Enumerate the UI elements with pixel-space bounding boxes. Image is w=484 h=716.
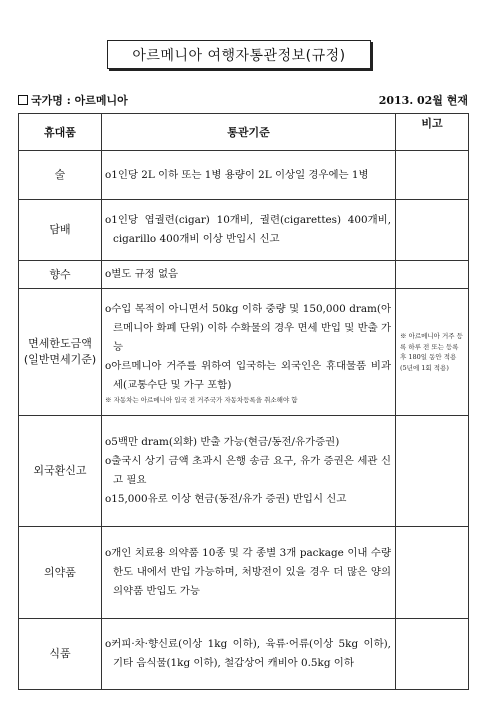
category-cell: 외국환신고 — [19, 416, 102, 527]
rule-item: o아르메니아 거주를 위하여 입국하는 외국인은 휴대물품 비과세(교통수단 및 가구 포함) — [105, 359, 391, 391]
rule-item: o15,000유로 이상 현금(동전/유가 증권) 반입시 신고 — [105, 493, 347, 505]
category-line: (일반면세기준) — [23, 353, 97, 366]
category-cell — [19, 289, 102, 416]
rule-cell — [102, 619, 396, 690]
rule-item: o개인 치료용 의약품 10종 및 각 종별 3개 package 이내 수량 한도 내에서 반입 가능하며, 처방전이 있을 경우 더 많은 양의 의약품 반입도 가능 — [105, 547, 391, 597]
notes-cell — [396, 527, 469, 619]
rule-item: o수입 목적이 아니면서 50kg 이하 중량 및 150,000 dram(아르메니아 화폐 단위) 이하 수화물의 경우 면세 반입 및 반출 가능 — [105, 302, 391, 353]
table-row — [19, 151, 469, 200]
category-cell: 술 — [19, 151, 102, 200]
notes-cell — [396, 200, 469, 261]
header-notes: 비고 — [396, 114, 469, 151]
rule-item: o1인당 엽궐련(cigar) 10개비, 궐련(cigarettes) 400개비, cigarillo 400개비 이상 반입시 신고 — [105, 214, 391, 245]
table-header-row — [19, 114, 469, 151]
table-row — [19, 619, 469, 690]
customs-table — [18, 113, 469, 690]
table-row — [19, 527, 469, 619]
rule-item: o출국시 상기 금액 초과시 은행 송금 요구, 유가 증권은 세관 신고 필요 — [105, 455, 391, 486]
country-label-text: 국가명 : 아르메니아 — [31, 94, 128, 107]
category-cell: 담배 — [19, 200, 102, 261]
rule-item: o1인당 2L 이하 또는 1병 용량이 2L 이상일 경우에는 1병 — [105, 168, 369, 181]
rule-cell — [102, 151, 396, 200]
rule-item: o커피·차·향신료(이상 1kg 이하), 육류·어류(이상 5kg 이하), 기타 음식물(1kg 이하), 철갑상어 캐비아 0.5kg 이하 — [105, 638, 391, 669]
table-row — [19, 416, 469, 527]
rule-cell — [102, 289, 396, 416]
notes-cell — [396, 619, 469, 690]
notes-cell — [396, 416, 469, 527]
table-row — [19, 200, 469, 261]
category-cell: 향수 — [19, 261, 102, 289]
date-label: 2013. 02월 현재 — [378, 94, 468, 107]
notes-cell: ※ 아르메니아 거주 등록 하루 전 또는 등록 후 180일 동안 적용 (5년에 1회 적용) — [396, 289, 469, 416]
page-title: 아르메니아 여행자통관정보(규정) — [107, 40, 371, 69]
category-cell: 의약품 — [19, 527, 102, 619]
rule-item: o5백만 dram(외화) 반출 가능(현금/동전/유가증권) — [105, 436, 340, 448]
header-rule: 통관기준 — [102, 114, 396, 151]
country-label — [18, 92, 128, 108]
meta-row — [18, 92, 468, 108]
category-line: 면세한도금액 — [28, 337, 92, 350]
rule-item: o별도 규정 없음 — [105, 268, 179, 280]
category-cell: 식품 — [19, 619, 102, 690]
rule-cell — [102, 527, 396, 619]
notes-cell — [396, 261, 469, 289]
rule-cell — [102, 200, 396, 261]
rule-footnote: ※ 자동차는 아르메니아 입국 전 거주국가 자동차등록을 취소해야 함 — [105, 395, 298, 404]
table-row — [19, 261, 469, 289]
header-item: 휴대품 — [19, 114, 102, 151]
notes-cell — [396, 151, 469, 200]
rule-cell — [102, 416, 396, 527]
table-row — [19, 289, 469, 416]
checkbox-icon — [18, 95, 28, 105]
rule-cell — [102, 261, 396, 289]
